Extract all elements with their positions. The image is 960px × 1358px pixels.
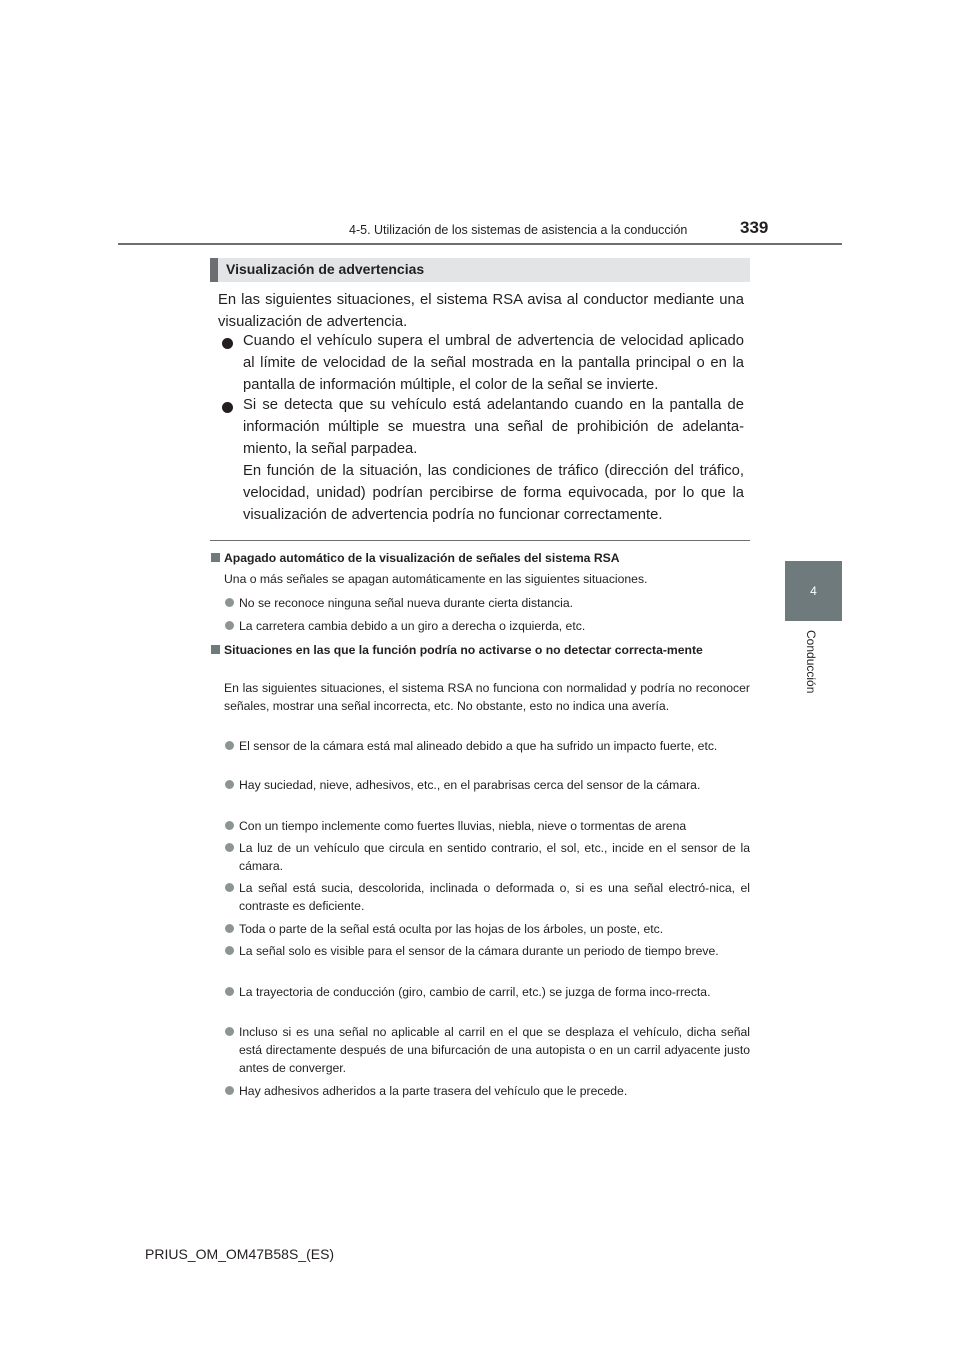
bullet-dot-icon [225,946,234,955]
bullet-dot-icon [225,598,234,607]
section-divider [210,540,750,541]
bullet-dot-icon [222,338,233,349]
subsection2-bullet-6: Toda o parte de la señal está oculta por las hojas de los árboles, un poste, etc. [239,922,664,936]
subsection2-bullet-8: La trayectoria de conducción (giro, cambio de carril, etc.) se juzga de forma inco-rrecta. [239,985,711,999]
subsection1-bullet-1: No se reconoce ninguna señal nueva durante cierta distancia. [239,596,574,610]
subsection1-bullet-2: La carretera cambia debido a un giro a derecha o izquierda, etc. [239,619,586,633]
bullet-dot-icon [225,843,234,852]
subsection1-text: Una o más señales se apagan automáticamente en las siguientes situaciones. [224,572,648,586]
bullet-dot-icon [225,924,234,933]
bullet-dot-icon [225,780,234,789]
subsection2-text: En las siguientes situaciones, el sistema RSA no funciona con normalidad y podría no reconocer señales, mostrar una señal incorrecta, etc. No obstante, esto no indica una avería. [224,681,750,713]
square-bullet-icon [211,553,220,562]
header-rule [118,243,842,245]
section-bullet-2: Si se detecta que su vehículo está adelantando cuando en la pantalla de información múltiple se muestra una señal de prohibición de adelanta-miento, la señal parpadea. [243,397,744,457]
bullet-dot-icon [225,1086,234,1095]
subsection1-heading: Apagado automático de la visualización de señales del sistema RSA [224,551,620,565]
header-title: 4-5. Utilización de los sistemas de asistencia a la conducción [349,223,688,237]
section-title: Visualización de advertencias [226,261,425,277]
section-intro: En las siguientes situaciones, el sistema RSA avisa al conductor mediante una visualización de advertencia. [218,292,744,330]
subsection2-bullet-9: Incluso si es una señal no aplicable al carril en el que se desplaza el vehículo, dicha señal está directamente después de una bifurcación de una autopista o en un carril adyacente justo antes de converger. [239,1025,750,1075]
section-heading-accent [210,258,218,282]
subsection2-bullet-3: Con un tiempo inclemente como fuertes lluvias, niebla, nieve o tormentas de arena [239,819,687,833]
subsection2-bullet-5: La señal está sucia, descolorida, inclinada o deformada o, si es una señal electró-nica, el contraste es deficiente. [239,881,750,913]
section-bullet-1: Cuando el vehículo supera el umbral de advertencia de velocidad aplicado al límite de velocidad de la señal mostrada en la pantalla principal o en la pantalla de información múltiple, el color de la señal se invierte. [243,333,744,393]
bullet-dot-icon [225,883,234,892]
section-note: En función de la situación, las condiciones de tráfico (dirección del tráfico, velocidad, unidad) podrían percibirse de forma equivocada, por lo que la visualización de advertencia podría no funcionar correctamente. [243,463,744,523]
document-code: PRIUS_OM_OM47B58S_(ES) [145,1246,335,1262]
bullet-dot-icon [222,402,233,413]
bullet-dot-icon [225,821,234,830]
subsection2-bullet-7: La señal solo es visible para el sensor de la cámara durante un periodo de tiempo breve. [239,944,719,958]
bullet-dot-icon [225,987,234,996]
chapter-tab [785,561,842,621]
subsection2-bullet-4: La luz de un vehículo que circula en sentido contrario, el sol, etc., incide en el sensor de la cámara. [239,841,750,873]
subsection2-bullet-1: El sensor de la cámara está mal alineado debido a que ha sufrido un impacto fuerte, etc. [239,739,718,753]
subsection2-bullet-10: Hay adhesivos adheridos a la parte trasera del vehículo que le precede. [239,1084,628,1098]
chapter-label: Conducción [804,630,818,694]
square-bullet-icon [211,645,220,654]
bullet-dot-icon [225,1027,234,1036]
bullet-dot-icon [225,621,234,630]
subsection2-bullet-2: Hay suciedad, nieve, adhesivos, etc., en el parabrisas cerca del sensor de la cámara. [239,778,701,792]
page-number: 339 [740,218,769,237]
chapter-number: 4 [810,584,817,598]
subsection2-heading: Situaciones en las que la función podría no activarse o no detectar correcta-mente [224,643,703,657]
bullet-dot-icon [225,741,234,750]
